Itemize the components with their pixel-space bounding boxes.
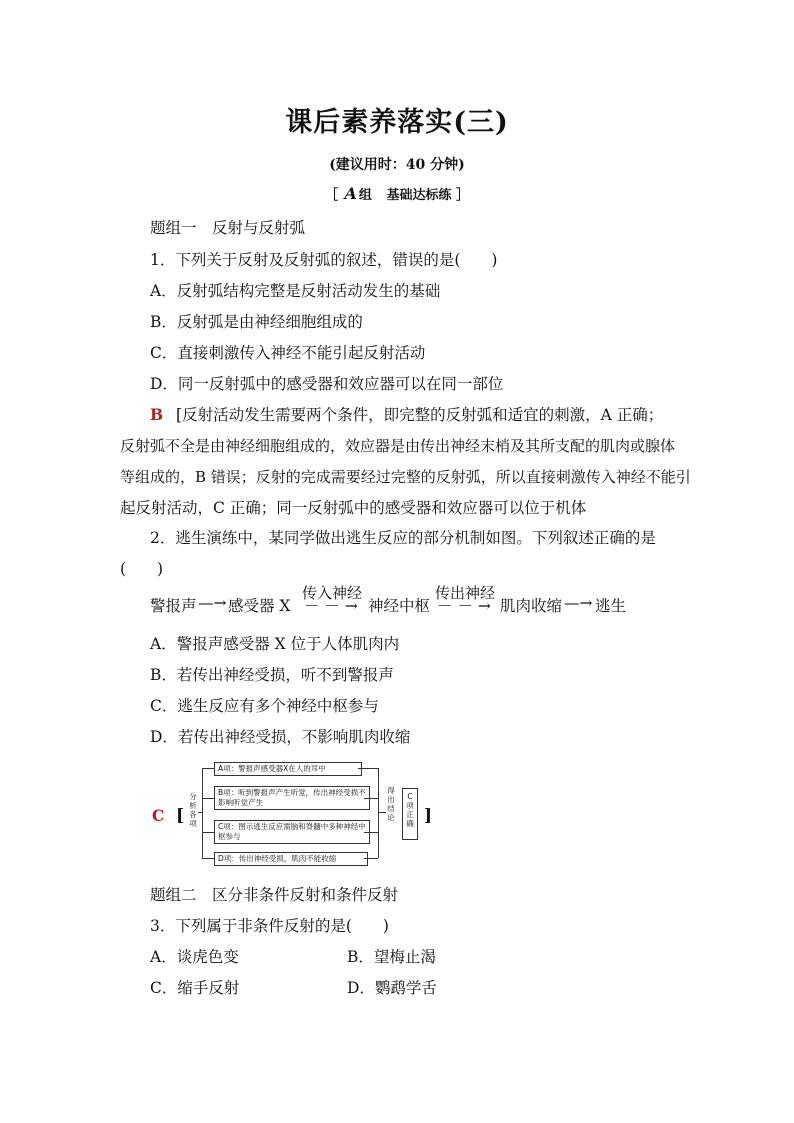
- q1-explanation-text-1: [反射活动发生需要两个条件，即完整的反射弧和适宜的刺激，A 正确；: [176, 406, 664, 424]
- q1-explanation-line-4: 起反射活动，C 正确；同一反射弧中的感受器和效应器可以位于机体: [120, 499, 587, 517]
- flow-node-muscle: 肌肉收缩: [500, 597, 563, 615]
- diagram-conclusion: C项正确: [406, 792, 414, 828]
- suggested-time: (建议用时：40 分钟): [329, 157, 465, 173]
- flow-node-receptor: 感受器 X: [228, 597, 291, 615]
- q1-answer-letter: B: [150, 405, 164, 424]
- diagram-left-stub: [198, 812, 202, 813]
- q3-option-d: D．鹦鹉学舌: [347, 979, 437, 997]
- diagram-left-tick-c: [202, 832, 214, 833]
- flow-arrow-1: —→: [198, 594, 227, 612]
- flow-node-center: 神经中枢: [368, 597, 431, 615]
- q2-stem-paren: ( ): [120, 560, 164, 578]
- diagram-item-d: D项：传出神经受损，肌肉不能收缩: [214, 852, 368, 866]
- diagram-item-b: B项：听到警报声产生听觉，传出神经受损不影响听觉产生: [214, 786, 370, 810]
- diagram-left-tick-d: [202, 858, 214, 859]
- q3-option-b: B．望梅止渴: [347, 948, 436, 966]
- flow-label-afferent: 传入神经: [302, 584, 363, 602]
- diagram-left-tick-a: [202, 768, 214, 769]
- group-heading-2: 题组二 区分非条件反射和条件反射: [150, 886, 399, 904]
- section-badge: [0, 184, 794, 203]
- q2-diagram-close-bracket: ]: [424, 806, 433, 826]
- q2-option-c: C．逃生反应有多个神经中枢参与: [150, 697, 379, 715]
- q1-option-a: A．反射弧结构完整是反射活动发生的基础: [150, 282, 441, 300]
- q1-option-c: C．直接刺激传入神经不能引起反射活动: [150, 344, 426, 362]
- q1-explanation-line-2: 反射弧不全是由神经细胞组成的，效应器是由传出神经末梢及其所支配的肌肉或腺体: [120, 437, 676, 455]
- diagram-right-tick-d: [364, 858, 378, 859]
- q2-option-a: A．警报声感受器 X 位于人体肌肉内: [150, 635, 400, 653]
- q2-answer-letter: C: [152, 806, 165, 825]
- q2-stem: 2．逃生演练中，某同学做出逃生反应的部分机制如图。下列叙述正确的是: [150, 529, 656, 547]
- q1-explanation-line-3: 等组成的，B 错误；反射的完成需要经过完整的反射弧，所以直接刺激传入神经不能引: [120, 468, 691, 486]
- q2-diagram-open-bracket: [: [176, 806, 185, 826]
- q3-stem: 3．下列属于非条件反射的是( ): [150, 917, 389, 935]
- diagram-conclusion-box: [402, 788, 418, 840]
- diagram-right-label: 得出结论: [387, 786, 395, 822]
- q3-option-c: C．缩手反射: [150, 979, 240, 997]
- diagram-right-tick-a: [358, 768, 378, 769]
- group-heading-1: 题组一 反射与反射弧: [150, 219, 306, 237]
- flow-node-alarm: 警报声: [150, 597, 197, 615]
- q1-stem: 1．下列关于反射及反射弧的叙述，错误的是( ): [150, 251, 498, 269]
- q1-option-b: B．反射弧是由神经细胞组成的: [150, 313, 363, 331]
- q2-option-b: B．若传出神经受损，听不到警报声: [150, 666, 394, 684]
- q1-explanation-line-1: [150, 405, 663, 425]
- diagram-right-connector: [364, 768, 379, 858]
- page-title: 课后素养落实(三): [285, 107, 509, 138]
- diagram-left-label: 分析各项: [189, 792, 197, 828]
- q3-option-a: A．谈虎色变: [150, 948, 239, 966]
- diagram-left-tick-b: [202, 798, 214, 799]
- q1-option-d: D．同一反射弧中的感受器和效应器可以在同一部位: [150, 375, 504, 393]
- diagram-item-c: C项：图示逃生反应需脑和脊髓中多种神经中枢参与: [214, 820, 370, 844]
- flow-arrow-4: —→: [564, 594, 593, 612]
- badge-name: 基础达标练: [386, 188, 452, 203]
- diagram-item-a: A项：警报声感受器X在人的耳中: [214, 762, 362, 776]
- diagram-left-connector: [202, 768, 215, 858]
- flow-arrow-2: － － →: [304, 597, 358, 615]
- badge-letter: A: [344, 184, 357, 203]
- q2-analysis-diagram: [188, 758, 423, 870]
- badge-close-bracket: ］: [456, 188, 470, 203]
- diagram-right-tick-b: [364, 798, 378, 799]
- flow-label-efferent: 传出神经: [435, 584, 496, 602]
- badge-open-bracket: ［: [324, 188, 338, 203]
- flow-node-escape: 逃生: [595, 597, 627, 615]
- badge-group: 组: [358, 188, 372, 203]
- flow-arrow-3: － － →: [437, 597, 491, 615]
- q2-option-d: D．若传出神经受损，不影响肌肉收缩: [150, 728, 411, 746]
- diagram-right-tick-c: [364, 832, 378, 833]
- diagram-right-stub: [378, 812, 386, 813]
